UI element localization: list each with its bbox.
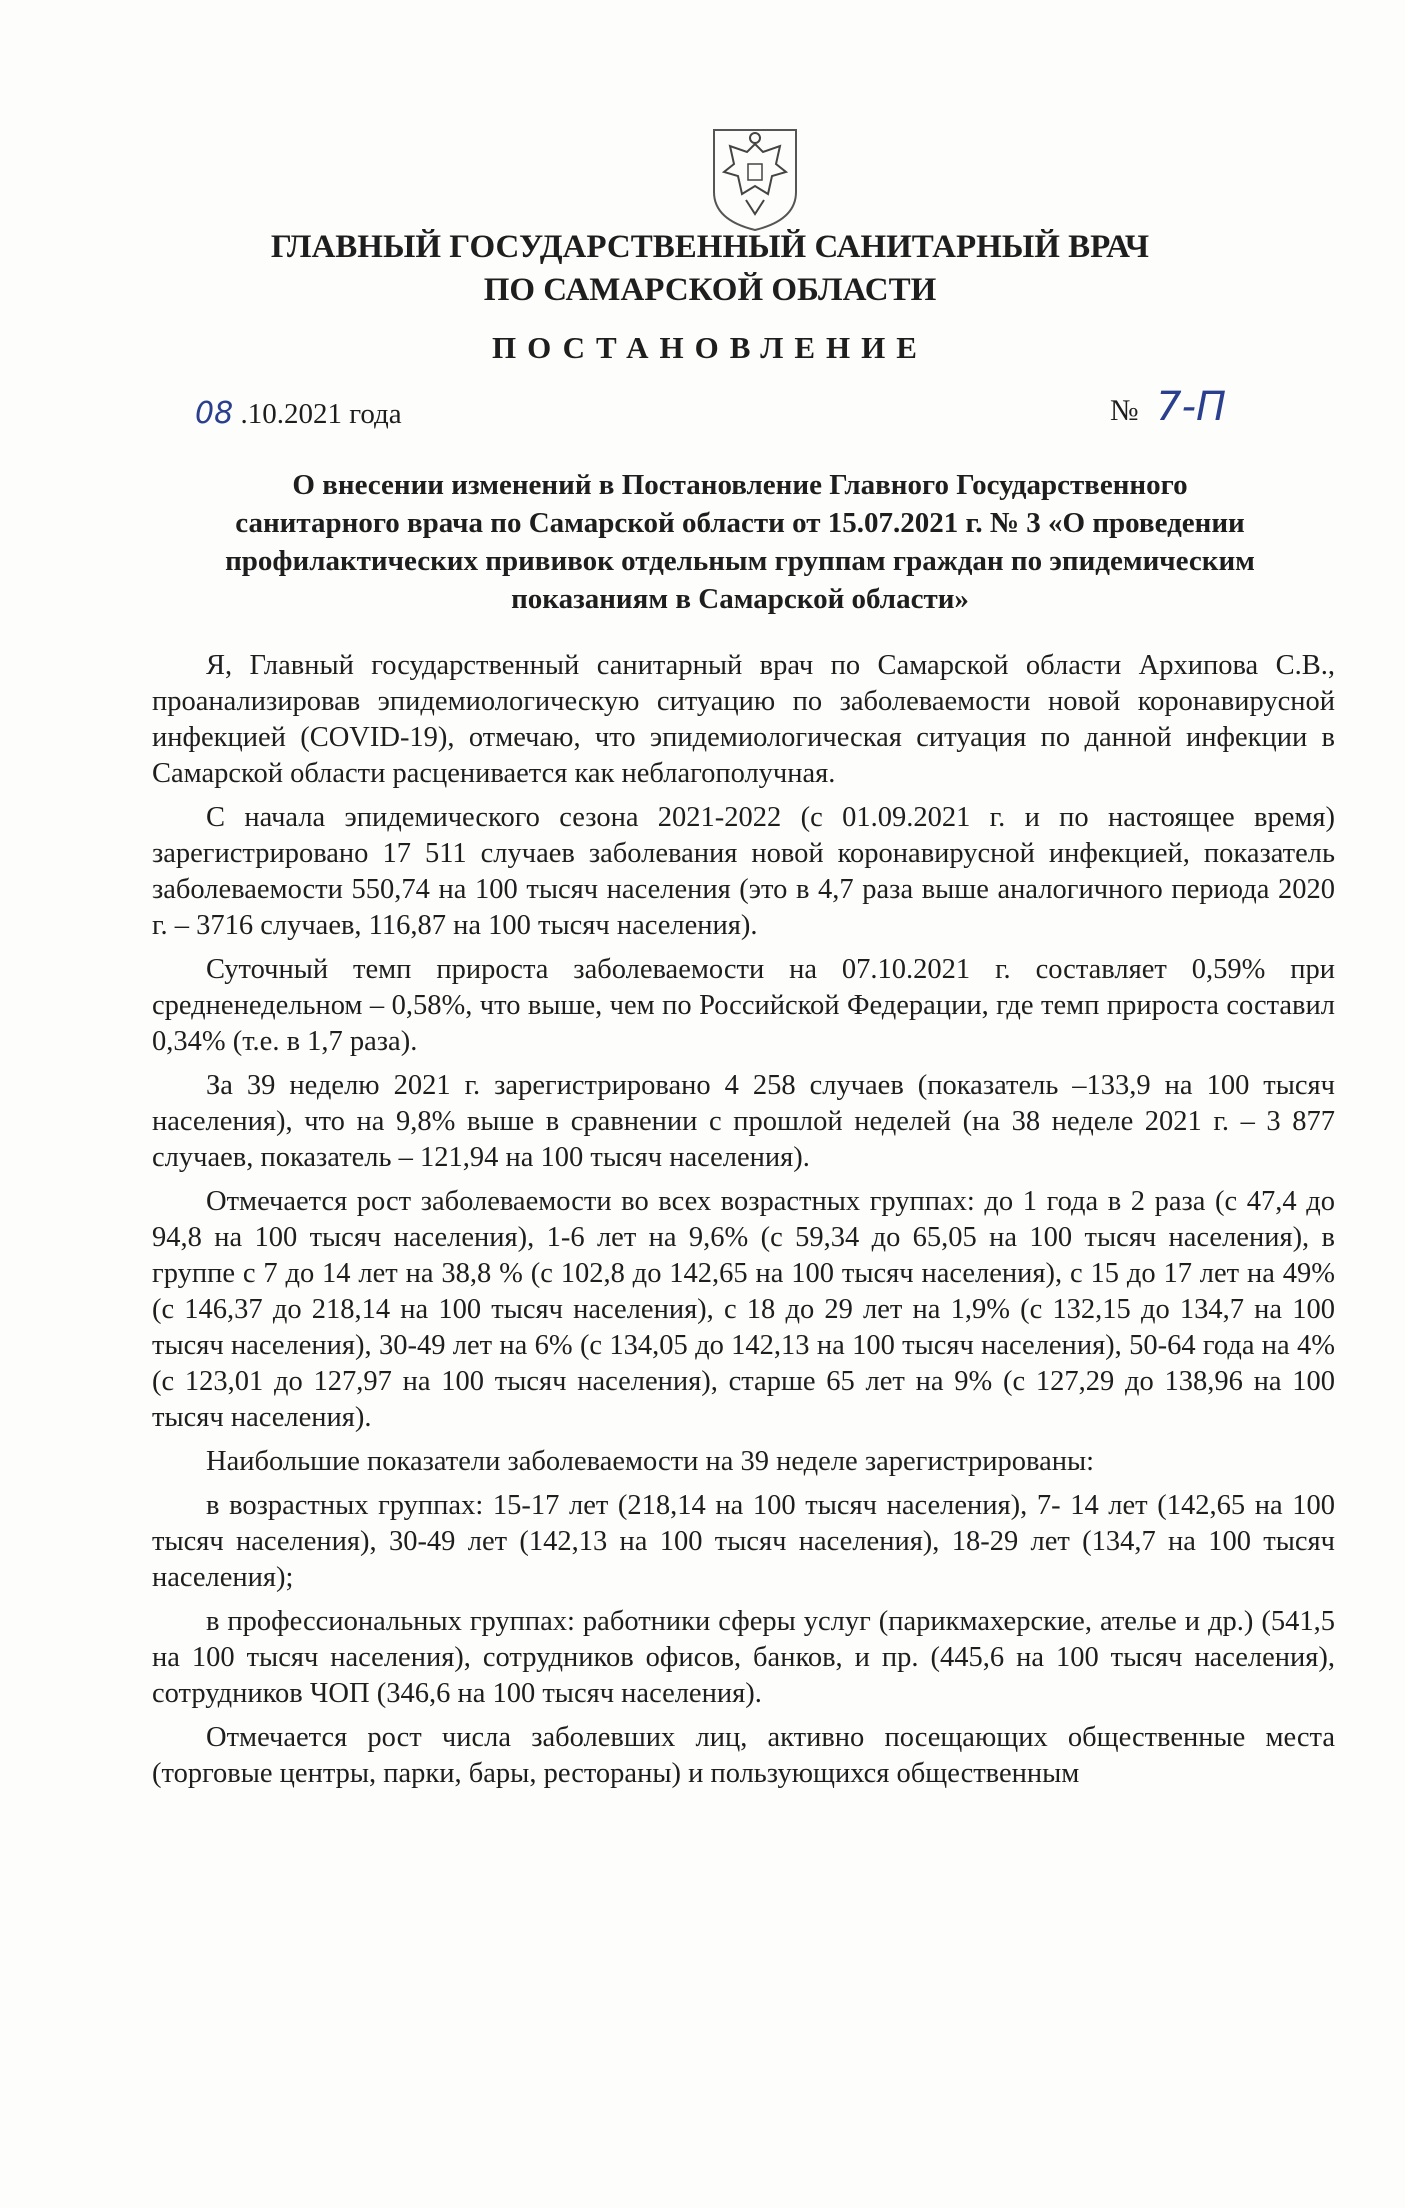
- body-paragraph: Я, Главный государственный санитарный врач по Самарской области Архипова С.В., проанализировав эпидемиологическую ситуацию по заболеваемости новой коронавирусной инфекцией (COVID-19), отмечаю, что эпидемиологическая ситуация по данной инфекции в Самарской области расценивается как неблагополучная.: [152, 650, 1335, 789]
- body-paragraph: Суточный темп прироста заболеваемости на 07.10.2021 г. составляет 0,59% при средненедельном – 0,58%, что выше, чем по Российской Федерации, где темп прироста составил 0,34% (т.е. в 1,7 раза).: [152, 954, 1335, 1057]
- body-paragraph: С начала эпидемического сезона 2021-2022 (с 01.09.2021 г. и по настоящее время) зарегистрировано 17 511 случаев заболевания новой коронавирусной инфекцией, показатель заболеваемости 550,74 на 100 тысяч населения (это в 4,7 раза выше аналогичного периода 2020 г. – 3716 случаев, 116,87 на 100 тысяч населения).: [152, 802, 1335, 941]
- document-date: [195, 396, 402, 431]
- date-printed: .10.2021 года: [240, 398, 402, 430]
- title-line-4: показаниям в Самарской области»: [511, 583, 969, 615]
- body-paragraph: Наибольшие показатели заболеваемости на 39 неделе зарегистрированы:: [206, 1446, 1095, 1477]
- body-paragraph: За 39 неделю 2021 г. зарегистрировано 4 258 случаев (показатель –133,9 на 100 тысяч населения), что на 9,8% выше в сравнении с прошлой неделей (на 38 неделе 2021 г. – 3 877 случаев, показатель – 121,94 на 100 тысяч населения).: [152, 1070, 1335, 1173]
- number-handwritten: 7-П: [1156, 384, 1227, 430]
- authority-line-2: ПО САМАРСКОЙ ОБЛАСТИ: [483, 272, 937, 308]
- body-paragraph: в профессиональных группах: работники сферы услуг (парикмахерские, ателье и др.) (541,5 на 100 тысяч населения), сотрудников офисов, банков, и пр. (445,6 на 100 тысяч населения), сотрудников ЧОП (346,6 на 100 тысяч населения).: [152, 1606, 1335, 1709]
- date-handwritten-day: 08: [195, 396, 234, 431]
- document-title: [150, 466, 1330, 618]
- russian-coat-of-arms-icon: [706, 122, 804, 234]
- number-sign: №: [1110, 394, 1139, 427]
- authority-line-1: ГЛАВНЫЙ ГОСУДАРСТВЕННЫЙ САНИТАРНЫЙ ВРАЧ: [270, 229, 1150, 265]
- document-number: [1110, 384, 1226, 430]
- title-line-1: О внесении изменений в Постановление Главного Государственного: [292, 469, 1188, 501]
- document-body: [152, 648, 1335, 1800]
- body-paragraph: Отмечается рост числа заболевших лиц, активно посещающих общественные места (торговые центры, парки, бары, рестораны) и пользующихся общественным: [152, 1722, 1335, 1789]
- document-type: ПОСТАНОВЛЕНИЕ: [492, 330, 928, 365]
- body-paragraph: Отмечается рост заболеваемости во всех возрастных группах: до 1 года в 2 раза (с 47,4 до 94,8 на 100 тысяч населения), 1-6 лет на 9,6% (с 59,34 до 65,05 на 100 тысяч населения), в группе с 7 до 14 лет на 38,8 % (с 102,8 до 142,65 на 100 тысяч населения), с 15 до 17 лет на 49% (с 146,37 до 218,14 на 100 тысяч населения), с 18 до 29 лет на 1,9% (с 132,15 до 134,7 на 100 тысяч населения), 30-49 лет на 6% (с 134,05 до 142,13 на 100 тысяч населения), 50-64 года на 4% (с 123,01 до 127,97 на 100 тысяч населения), старше 65 лет на 9% (с 127,29 до 138,96 на 100 тысяч населения).: [152, 1186, 1335, 1433]
- body-paragraph: в возрастных группах: 15-17 лет (218,14 на 100 тысяч населения), 7- 14 лет (142,65 на 100 тысяч населения), 30-49 лет (142,13 на 100 тысяч населения), 18-29 лет (134,7 на 100 тысяч населения);: [152, 1490, 1335, 1593]
- title-line-2: санитарного врача по Самарской области от 15.07.2021 г. № 3 «О проведении: [235, 507, 1245, 539]
- issuing-authority: [180, 226, 1240, 312]
- title-line-3: профилактических прививок отдельным группам граждан по эпидемическим: [225, 545, 1255, 577]
